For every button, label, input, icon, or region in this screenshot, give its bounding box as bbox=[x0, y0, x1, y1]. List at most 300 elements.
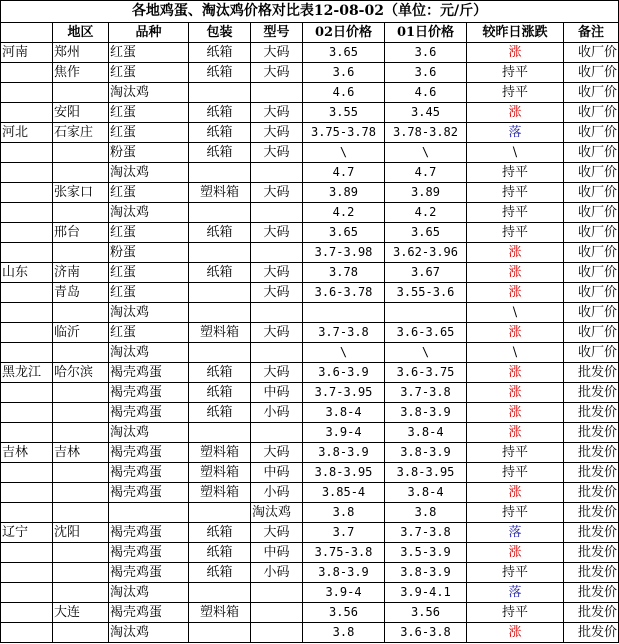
variety-cell: 淘汰鸡 bbox=[109, 623, 189, 643]
table-row bbox=[1, 483, 619, 503]
pack-cell: 塑料箱 bbox=[189, 323, 251, 343]
price-01-cell: \ bbox=[385, 343, 467, 363]
variety-cell: 褐壳鸡蛋 bbox=[109, 483, 189, 503]
note-cell: 收厂价 bbox=[564, 223, 619, 243]
price-01-cell: 3.8-4 bbox=[385, 483, 467, 503]
note-cell: 批发价 bbox=[564, 603, 619, 623]
change-cell: 持平 bbox=[467, 63, 564, 83]
price-02-cell: 3.75-3.8 bbox=[303, 543, 385, 563]
change-cell: 落 bbox=[467, 523, 564, 543]
city-cell bbox=[53, 483, 109, 503]
change-cell: 涨 bbox=[467, 403, 564, 423]
variety-cell: 褐壳鸡蛋 bbox=[109, 403, 189, 423]
pack-cell bbox=[189, 623, 251, 643]
note-cell: 收厂价 bbox=[564, 43, 619, 63]
variety-cell: 褐壳鸡蛋 bbox=[109, 443, 189, 463]
grade-cell bbox=[251, 343, 303, 363]
change-cell: 涨 bbox=[467, 243, 564, 263]
pack-cell: 纸箱 bbox=[189, 43, 251, 63]
title-row bbox=[1, 1, 619, 23]
price-02-cell: 3.65 bbox=[303, 43, 385, 63]
province-cell: 河北 bbox=[1, 123, 53, 143]
price-01-cell: 3.78-3.82 bbox=[385, 123, 467, 143]
change-cell: 涨 bbox=[467, 263, 564, 283]
variety-cell: 褐壳鸡蛋 bbox=[109, 383, 189, 403]
city-cell bbox=[53, 343, 109, 363]
grade-cell: 中码 bbox=[251, 543, 303, 563]
change-cell: 持平 bbox=[467, 463, 564, 483]
pack-cell bbox=[189, 283, 251, 303]
city-cell: 焦作 bbox=[53, 63, 109, 83]
variety-cell: 淘汰鸡 bbox=[109, 163, 189, 183]
province-cell: 辽宁 bbox=[1, 523, 53, 543]
price-02-cell: 4.2 bbox=[303, 203, 385, 223]
header-cell-pack: 包装 bbox=[189, 23, 251, 43]
table-row bbox=[1, 343, 619, 363]
change-cell: \ bbox=[467, 343, 564, 363]
table-row bbox=[1, 503, 619, 523]
table-row bbox=[1, 423, 619, 443]
city-cell: 张家口 bbox=[53, 183, 109, 203]
header-cell-variety: 品种 bbox=[109, 23, 189, 43]
table-body bbox=[1, 43, 619, 643]
pack-cell: 塑料箱 bbox=[189, 183, 251, 203]
change-cell: 持平 bbox=[467, 603, 564, 623]
price-02-cell: 3.55 bbox=[303, 103, 385, 123]
table-row bbox=[1, 563, 619, 583]
province-cell bbox=[1, 463, 53, 483]
price-02-cell: 3.75-3.78 bbox=[303, 123, 385, 143]
change-cell: 涨 bbox=[467, 543, 564, 563]
province-cell bbox=[1, 323, 53, 343]
note-cell: 收厂价 bbox=[564, 263, 619, 283]
pack-cell: 塑料箱 bbox=[189, 483, 251, 503]
header-cell-region: 地区 bbox=[53, 23, 109, 43]
price-02-cell: 3.8-4 bbox=[303, 403, 385, 423]
header-row bbox=[1, 23, 619, 43]
city-cell bbox=[53, 503, 109, 523]
variety-cell: 红蛋 bbox=[109, 263, 189, 283]
grade-cell: 大码 bbox=[251, 363, 303, 383]
price-01-cell: 3.9-4.1 bbox=[385, 583, 467, 603]
pack-cell: 纸箱 bbox=[189, 543, 251, 563]
city-cell: 大连 bbox=[53, 603, 109, 623]
grade-cell: 大码 bbox=[251, 103, 303, 123]
table-row bbox=[1, 223, 619, 243]
price-02-cell: 3.8 bbox=[303, 503, 385, 523]
pack-cell: 纸箱 bbox=[189, 563, 251, 583]
grade-cell: 大码 bbox=[251, 223, 303, 243]
change-cell: 持平 bbox=[467, 83, 564, 103]
province-cell bbox=[1, 303, 53, 323]
pack-cell: 纸箱 bbox=[189, 263, 251, 283]
city-cell bbox=[53, 383, 109, 403]
province-cell bbox=[1, 223, 53, 243]
variety-cell: 褐壳鸡蛋 bbox=[109, 363, 189, 383]
price-01-cell: 3.65 bbox=[385, 223, 467, 243]
pack-cell bbox=[189, 83, 251, 103]
province-cell bbox=[1, 483, 53, 503]
note-cell: 批发价 bbox=[564, 443, 619, 463]
note-cell: 收厂价 bbox=[564, 123, 619, 143]
note-cell: 批发价 bbox=[564, 503, 619, 523]
price-01-cell: 3.7-3.8 bbox=[385, 383, 467, 403]
province-cell bbox=[1, 403, 53, 423]
table-row bbox=[1, 43, 619, 63]
note-cell: 收厂价 bbox=[564, 103, 619, 123]
note-cell: 批发价 bbox=[564, 543, 619, 563]
province-cell bbox=[1, 183, 53, 203]
pack-cell bbox=[189, 303, 251, 323]
variety-cell: 淘汰鸡 bbox=[109, 303, 189, 323]
grade-cell: 大码 bbox=[251, 143, 303, 163]
city-cell bbox=[53, 83, 109, 103]
table-row bbox=[1, 183, 619, 203]
price-01-cell: 3.6-3.65 bbox=[385, 323, 467, 343]
table-row bbox=[1, 523, 619, 543]
change-cell: \ bbox=[467, 303, 564, 323]
change-cell: 持平 bbox=[467, 163, 564, 183]
table-row bbox=[1, 163, 619, 183]
price-01-cell bbox=[385, 303, 467, 323]
pack-cell: 纸箱 bbox=[189, 383, 251, 403]
table-row bbox=[1, 103, 619, 123]
grade-cell bbox=[251, 243, 303, 263]
city-cell: 安阳 bbox=[53, 103, 109, 123]
price-01-cell: 3.7-3.8 bbox=[385, 523, 467, 543]
province-cell bbox=[1, 583, 53, 603]
table-row bbox=[1, 283, 619, 303]
header-cell-price-02: 02日价格 bbox=[303, 23, 385, 43]
change-cell: 涨 bbox=[467, 43, 564, 63]
grade-cell bbox=[251, 203, 303, 223]
price-02-cell: 3.89 bbox=[303, 183, 385, 203]
price-01-cell: 3.8-3.9 bbox=[385, 443, 467, 463]
province-cell bbox=[1, 283, 53, 303]
price-01-cell: 3.62-3.96 bbox=[385, 243, 467, 263]
pack-cell: 纸箱 bbox=[189, 403, 251, 423]
pack-cell: 纸箱 bbox=[189, 223, 251, 243]
city-cell bbox=[53, 163, 109, 183]
table-row bbox=[1, 463, 619, 483]
province-cell bbox=[1, 103, 53, 123]
note-cell: 批发价 bbox=[564, 423, 619, 443]
variety-cell: 淘汰鸡 bbox=[109, 343, 189, 363]
variety-cell: 红蛋 bbox=[109, 223, 189, 243]
variety-cell: 褐壳鸡蛋 bbox=[109, 523, 189, 543]
pack-cell: 纸箱 bbox=[189, 363, 251, 383]
city-cell: 石家庄 bbox=[53, 123, 109, 143]
note-cell: 批发价 bbox=[564, 563, 619, 583]
grade-cell: 大码 bbox=[251, 443, 303, 463]
header-cell-price-01: 01日价格 bbox=[385, 23, 467, 43]
province-cell bbox=[1, 423, 53, 443]
price-01-cell: 4.7 bbox=[385, 163, 467, 183]
variety-cell: 粉蛋 bbox=[109, 143, 189, 163]
table-row bbox=[1, 363, 619, 383]
price-01-cell: 4.2 bbox=[385, 203, 467, 223]
change-cell: 涨 bbox=[467, 383, 564, 403]
note-cell: 收厂价 bbox=[564, 343, 619, 363]
city-cell: 哈尔滨 bbox=[53, 363, 109, 383]
city-cell bbox=[53, 243, 109, 263]
note-cell: 收厂价 bbox=[564, 83, 619, 103]
price-01-cell: 3.6 bbox=[385, 43, 467, 63]
price-02-cell bbox=[303, 303, 385, 323]
variety-cell: 淘汰鸡 bbox=[109, 83, 189, 103]
table-row bbox=[1, 403, 619, 423]
table-title: 各地鸡蛋、淘汰鸡价格对比表12-08-02（单位：元/斤） bbox=[1, 1, 619, 23]
pack-cell: 纸箱 bbox=[189, 63, 251, 83]
table-row bbox=[1, 443, 619, 463]
price-01-cell: 3.8-3.9 bbox=[385, 563, 467, 583]
city-cell: 青岛 bbox=[53, 283, 109, 303]
grade-cell: 淘汰鸡 bbox=[251, 503, 303, 523]
table-row bbox=[1, 143, 619, 163]
price-02-cell: 3.78 bbox=[303, 263, 385, 283]
note-cell: 批发价 bbox=[564, 623, 619, 643]
price-02-cell: 3.8-3.95 bbox=[303, 463, 385, 483]
variety-cell: 红蛋 bbox=[109, 283, 189, 303]
province-cell bbox=[1, 143, 53, 163]
price-01-cell: 4.6 bbox=[385, 83, 467, 103]
price-02-cell: 3.8-3.9 bbox=[303, 443, 385, 463]
change-cell: 涨 bbox=[467, 363, 564, 383]
price-01-cell: \ bbox=[385, 143, 467, 163]
pack-cell bbox=[189, 503, 251, 523]
table-row bbox=[1, 63, 619, 83]
pack-cell bbox=[189, 163, 251, 183]
pack-cell: 纸箱 bbox=[189, 123, 251, 143]
note-cell: 收厂价 bbox=[564, 283, 619, 303]
table-row bbox=[1, 243, 619, 263]
pack-cell bbox=[189, 243, 251, 263]
variety-cell: 淘汰鸡 bbox=[109, 203, 189, 223]
price-01-cell: 3.8-3.95 bbox=[385, 463, 467, 483]
grade-cell: 大码 bbox=[251, 523, 303, 543]
variety-cell: 红蛋 bbox=[109, 123, 189, 143]
pack-cell bbox=[189, 343, 251, 363]
province-cell bbox=[1, 83, 53, 103]
note-cell: 批发价 bbox=[564, 463, 619, 483]
city-cell bbox=[53, 623, 109, 643]
price-02-cell: \ bbox=[303, 343, 385, 363]
variety-cell: 褐壳鸡蛋 bbox=[109, 563, 189, 583]
header-cell-province bbox=[1, 23, 53, 43]
note-cell: 批发价 bbox=[564, 383, 619, 403]
province-cell bbox=[1, 203, 53, 223]
price-01-cell: 3.67 bbox=[385, 263, 467, 283]
province-cell bbox=[1, 343, 53, 363]
grade-cell: 大码 bbox=[251, 63, 303, 83]
grade-cell bbox=[251, 163, 303, 183]
change-cell: 持平 bbox=[467, 503, 564, 523]
price-02-cell: 3.7-3.95 bbox=[303, 383, 385, 403]
note-cell: 收厂价 bbox=[564, 303, 619, 323]
change-cell: \ bbox=[467, 143, 564, 163]
price-02-cell: 3.9-4 bbox=[303, 423, 385, 443]
grade-cell: 大码 bbox=[251, 183, 303, 203]
table-row bbox=[1, 603, 619, 623]
change-cell: 涨 bbox=[467, 623, 564, 643]
province-cell bbox=[1, 503, 53, 523]
city-cell: 临沂 bbox=[53, 323, 109, 343]
table-row bbox=[1, 303, 619, 323]
note-cell: 收厂价 bbox=[564, 203, 619, 223]
change-cell: 持平 bbox=[467, 223, 564, 243]
price-02-cell: 3.6 bbox=[303, 63, 385, 83]
city-cell bbox=[53, 543, 109, 563]
pack-cell bbox=[189, 203, 251, 223]
city-cell bbox=[53, 203, 109, 223]
price-01-cell: 3.45 bbox=[385, 103, 467, 123]
note-cell: 收厂价 bbox=[564, 183, 619, 203]
variety-cell: 褐壳鸡蛋 bbox=[109, 603, 189, 623]
price-01-cell: 3.6 bbox=[385, 63, 467, 83]
province-cell: 黑龙江 bbox=[1, 363, 53, 383]
province-cell bbox=[1, 383, 53, 403]
grade-cell bbox=[251, 603, 303, 623]
pack-cell bbox=[189, 423, 251, 443]
note-cell: 批发价 bbox=[564, 583, 619, 603]
change-cell: 落 bbox=[467, 583, 564, 603]
city-cell bbox=[53, 143, 109, 163]
price-02-cell: 3.7-3.8 bbox=[303, 323, 385, 343]
city-cell bbox=[53, 403, 109, 423]
price-01-cell: 3.55-3.6 bbox=[385, 283, 467, 303]
province-cell bbox=[1, 163, 53, 183]
table-row bbox=[1, 123, 619, 143]
variety-cell: 淘汰鸡 bbox=[109, 583, 189, 603]
price-02-cell: 3.6-3.9 bbox=[303, 363, 385, 383]
price-01-cell: 3.6-3.8 bbox=[385, 623, 467, 643]
city-cell: 吉林 bbox=[53, 443, 109, 463]
variety-cell: 红蛋 bbox=[109, 43, 189, 63]
province-cell bbox=[1, 63, 53, 83]
city-cell bbox=[53, 563, 109, 583]
table-row bbox=[1, 323, 619, 343]
table-row bbox=[1, 543, 619, 563]
price-01-cell: 3.8-4 bbox=[385, 423, 467, 443]
variety-cell bbox=[109, 503, 189, 523]
city-cell: 沈阳 bbox=[53, 523, 109, 543]
province-cell bbox=[1, 243, 53, 263]
pack-cell: 塑料箱 bbox=[189, 443, 251, 463]
city-cell: 郑州 bbox=[53, 43, 109, 63]
price-02-cell: 3.8 bbox=[303, 623, 385, 643]
price-01-cell: 3.6-3.75 bbox=[385, 363, 467, 383]
table-row bbox=[1, 83, 619, 103]
variety-cell: 红蛋 bbox=[109, 63, 189, 83]
price-01-cell: 3.8 bbox=[385, 503, 467, 523]
change-cell: 持平 bbox=[467, 443, 564, 463]
price-02-cell: 4.6 bbox=[303, 83, 385, 103]
grade-cell: 小码 bbox=[251, 403, 303, 423]
note-cell: 批发价 bbox=[564, 403, 619, 423]
price-01-cell: 3.56 bbox=[385, 603, 467, 623]
change-cell: 涨 bbox=[467, 423, 564, 443]
pack-cell: 纸箱 bbox=[189, 523, 251, 543]
note-cell: 收厂价 bbox=[564, 323, 619, 343]
change-cell: 持平 bbox=[467, 563, 564, 583]
change-cell: 持平 bbox=[467, 183, 564, 203]
note-cell: 收厂价 bbox=[564, 63, 619, 83]
grade-cell bbox=[251, 623, 303, 643]
variety-cell: 褐壳鸡蛋 bbox=[109, 543, 189, 563]
table-row bbox=[1, 583, 619, 603]
grade-cell: 大码 bbox=[251, 323, 303, 343]
price-02-cell: 4.7 bbox=[303, 163, 385, 183]
header-cell-grade: 型号 bbox=[251, 23, 303, 43]
grade-cell: 中码 bbox=[251, 383, 303, 403]
price-02-cell: 3.9-4 bbox=[303, 583, 385, 603]
city-cell bbox=[53, 583, 109, 603]
note-cell: 批发价 bbox=[564, 363, 619, 383]
price-02-cell: 3.6-3.78 bbox=[303, 283, 385, 303]
province-cell bbox=[1, 563, 53, 583]
table-row bbox=[1, 203, 619, 223]
grade-cell: 小码 bbox=[251, 563, 303, 583]
grade-cell bbox=[251, 583, 303, 603]
change-cell: 涨 bbox=[467, 103, 564, 123]
price-01-cell: 3.89 bbox=[385, 183, 467, 203]
pack-cell: 纸箱 bbox=[189, 103, 251, 123]
province-cell bbox=[1, 543, 53, 563]
note-cell: 收厂价 bbox=[564, 243, 619, 263]
grade-cell: 大码 bbox=[251, 43, 303, 63]
variety-cell: 淘汰鸡 bbox=[109, 423, 189, 443]
change-cell: 涨 bbox=[467, 483, 564, 503]
grade-cell bbox=[251, 423, 303, 443]
city-cell bbox=[53, 463, 109, 483]
price-02-cell: \ bbox=[303, 143, 385, 163]
province-cell: 河南 bbox=[1, 43, 53, 63]
note-cell: 收厂价 bbox=[564, 143, 619, 163]
pack-cell bbox=[189, 583, 251, 603]
note-cell: 批发价 bbox=[564, 483, 619, 503]
variety-cell: 红蛋 bbox=[109, 323, 189, 343]
header-cell-change: 较昨日涨跌 bbox=[467, 23, 564, 43]
price-02-cell: 3.56 bbox=[303, 603, 385, 623]
grade-cell: 大码 bbox=[251, 123, 303, 143]
grade-cell bbox=[251, 83, 303, 103]
grade-cell: 大码 bbox=[251, 283, 303, 303]
price-02-cell: 3.8-3.9 bbox=[303, 563, 385, 583]
note-cell: 收厂价 bbox=[564, 163, 619, 183]
price-01-cell: 3.8-3.9 bbox=[385, 403, 467, 423]
note-cell: 批发价 bbox=[564, 523, 619, 543]
change-cell: 涨 bbox=[467, 283, 564, 303]
province-cell bbox=[1, 603, 53, 623]
province-cell bbox=[1, 623, 53, 643]
pack-cell: 纸箱 bbox=[189, 143, 251, 163]
table-row bbox=[1, 383, 619, 403]
city-cell: 邢台 bbox=[53, 223, 109, 243]
grade-cell bbox=[251, 303, 303, 323]
variety-cell: 褐壳鸡蛋 bbox=[109, 463, 189, 483]
pack-cell: 塑料箱 bbox=[189, 463, 251, 483]
province-cell: 山东 bbox=[1, 263, 53, 283]
price-02-cell: 3.7-3.98 bbox=[303, 243, 385, 263]
variety-cell: 红蛋 bbox=[109, 103, 189, 123]
variety-cell: 红蛋 bbox=[109, 183, 189, 203]
change-cell: 持平 bbox=[467, 203, 564, 223]
city-cell: 济南 bbox=[53, 263, 109, 283]
city-cell bbox=[53, 303, 109, 323]
change-cell: 落 bbox=[467, 123, 564, 143]
price-01-cell: 3.5-3.9 bbox=[385, 543, 467, 563]
variety-cell: 粉蛋 bbox=[109, 243, 189, 263]
